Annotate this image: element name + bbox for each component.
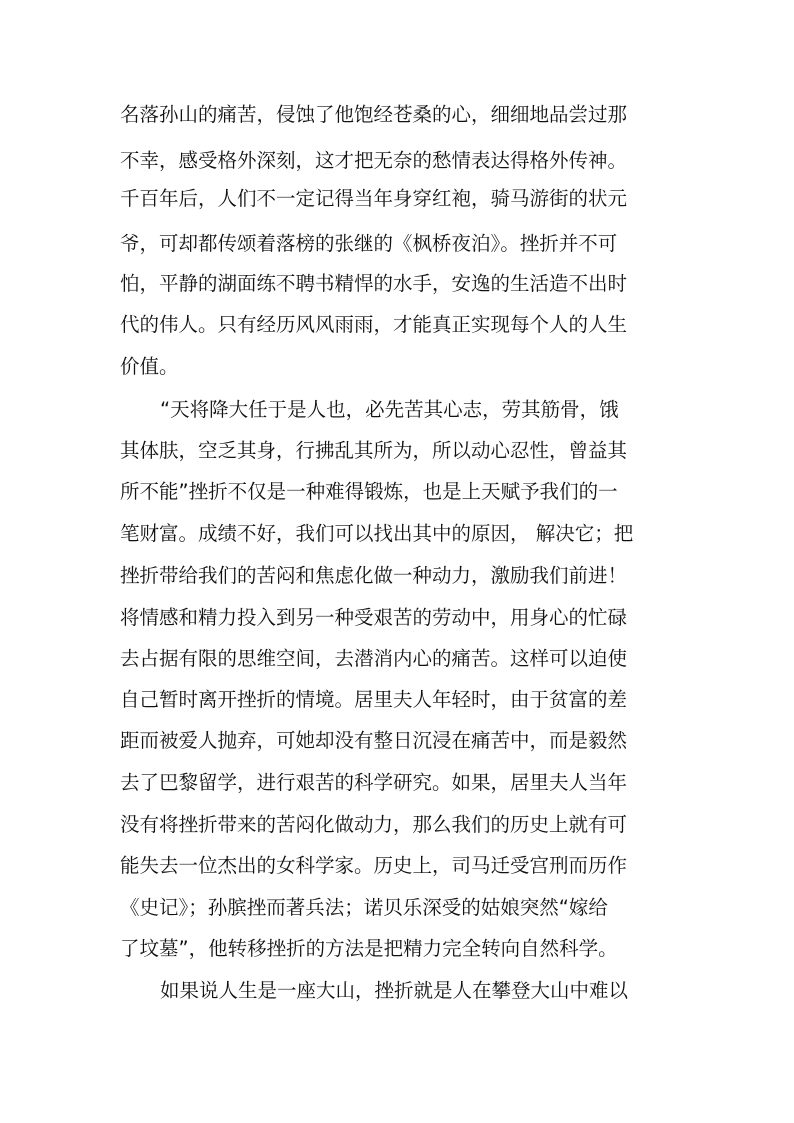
text-line-22: 如果说人生是一座大山，挫折就是人在攀登大山中难以 <box>160 979 629 1002</box>
text-line-9: 其体肤，空乏其身，行拂乱其所为，所以动心忍性，曾益其 <box>120 439 628 462</box>
text-line-3: 千百年后，人们不一定记得当年身穿红袍，骑马游街的状元 <box>120 187 628 210</box>
text-line-19: 能失去一位杰出的女科学家。历史上，司马迁受宫刑而历作 <box>120 854 628 877</box>
text-line-6: 代的伟人。只有经历风风雨雨，才能真正实现每个人的人生 <box>120 313 628 336</box>
text-line-7: 价值。 <box>120 355 179 378</box>
text-line-10: 所不能”挫折不仅是一种难得锻炼，也是上天赋予我们的一 <box>120 480 618 503</box>
text-line-2: 不幸，感受格外深刻，这才把无奈的愁情表达得格外传神。 <box>120 149 628 172</box>
text-line-5: 怕，平静的湖面练不聘书精悍的水手，安逸的生活造不出时 <box>120 272 628 295</box>
text-line-16: 距而被爱人抛弃，可她却没有整日沉浸在痛苦中，而是毅然 <box>120 729 628 752</box>
text-line-21: 了坟墓”，他转移挫折的方法是把精力完全转向自然科学。 <box>120 937 618 960</box>
text-line-15: 自己暂时离开挫折的情境。居里夫人年轻时，由于贫富的差 <box>120 688 628 711</box>
text-line-1: 名落孙山的痛苦，侵蚀了他饱经苍桑的心，细细地品尝过那 <box>120 103 628 126</box>
text-line-4: 爷，可却都传颂着落榜的张继的《枫桥夜泊》。挫折并不可 <box>120 232 618 255</box>
text-line-12: 挫折带给我们的苦闷和焦虑化做一种动力，激励我们前进！ <box>120 564 628 587</box>
text-line-20: 《史记》；孙膑挫而著兵法；诺贝乐深受的姑娘突然“嫁给 <box>120 896 608 919</box>
text-line-13: 将情感和精力投入到另一种受艰苦的劳动中，用身心的忙碌 <box>120 606 628 629</box>
text-line-18: 没有将挫折带来的苦闷化做动力，那么我们的历史上就有可 <box>120 813 628 836</box>
text-line-14: 去占据有限的思维空间，去潜消内心的痛苦。这样可以迫使 <box>120 647 628 670</box>
text-line-17: 去了巴黎留学，进行艰苦的科学研究。如果，居里夫人当年 <box>120 771 628 794</box>
text-line-8: “天将降大任于是人也，必先苦其心志，劳其筋骨，饿 <box>160 398 619 421</box>
text-line-11: 笔财富。成绩不好，我们可以找出其中的原因， 解决它；把 <box>120 522 634 545</box>
